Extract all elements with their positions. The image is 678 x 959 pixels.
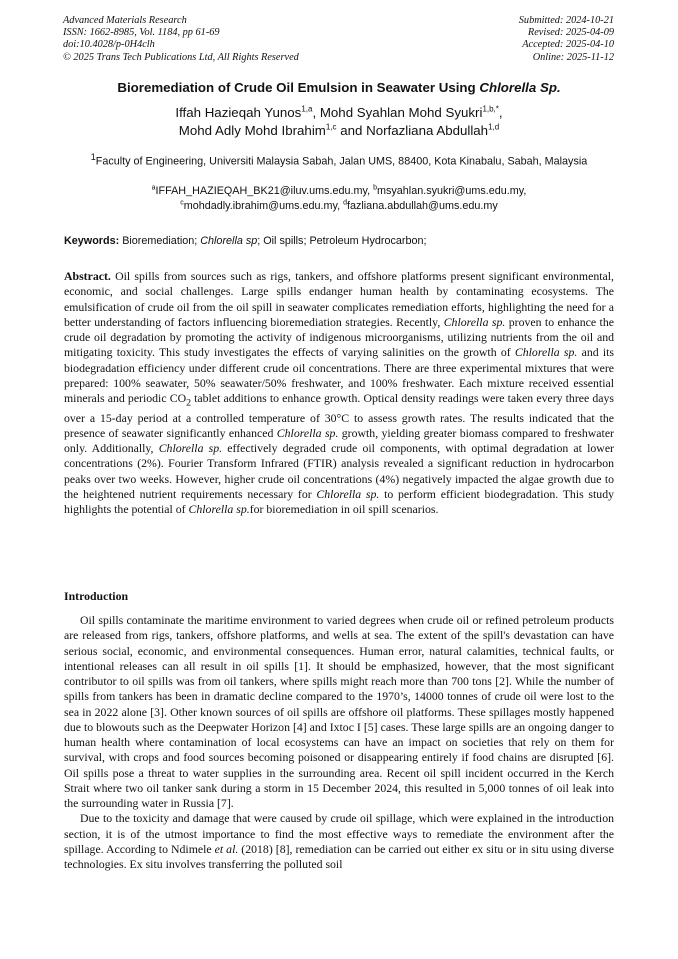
online-date: Online: 2025-11-12 [532,51,614,63]
issn-line: ISSN: 1662-8985, Vol. 1184, pp 61-69 [63,27,220,39]
intro-paragraph-1: Oil spills contaminate the maritime environment to varied degrees when crude oil or refined petroleum products are released from rigs, tankers, offshore platforms, and wells at sea. The extent of the spill's devastation can have serious social, economic, and environmental consequences. Human error, natural calamities, technical faults, or intentional releases can all result in oil spills [1]. It should be emphasized, however, that the most significant contributor to oil spills was from oil tankers, where spills might reach more than 700 tons [2]. While the number of spills from tankers has been in dramatic decline compared to the 1970’s, 14000 tonnes of crude oil were lost to the sea in 2022 alone [3]. Other known sources of oil spills are offshore oil platforms. These spillages mostly happened due to blowouts such as the Deepwater Horizon [4] and Ixtoc I [5] cases. These large spills are an ongoing danger to human health where contamination of local ecosystems can have an impact on societies that rely on them for survival, with crops and food sources becoming poisoned or disappearing entirely if food chains are disrupted [6]. Oil spills pose a threat to water supplies in the surrounding area. Recent oil spill incident occurred in the Kerch Strait where two oil tanker sank during a storm in 15 December 2024, this resulted in 5,000 tonnes of oil leak into the surrounding water in Russia [7]. [64,613,614,810]
keywords-label: Keywords: [64,235,120,247]
abstract-label: Abstract. [64,269,111,283]
email-c[interactable]: mohdadly.ibrahim@ums.edu.my, [183,200,344,212]
journal-name: Advanced Materials Research [63,15,187,26]
email-d[interactable]: fazliana.abdullah@ums.edu.my [346,200,498,212]
author-list: Iffah Hazieqah Yunos$^{1,a}$, Mohd Syahlan Mohd Syukri$^{1,b,*}$, Mohd Adly Mohd Ibrahim$^{1,c}$ and Norfazliana Abdullah$^{1,d}$ [175,104,503,138]
dates-meta [519,15,614,64]
keywords: Keywords: Bioremediation; Chlorella sp; Oil spills; Petroleum Hydrocarbon; [64,235,427,247]
author-emails: $^a$IFFAH_HAZIEQAH_BK21@iluv.ums.edu.my, $^b$msyahlan.syukri@ums.edu.my, $^c$mohdadly.ibrahim@ums.edu.my, $^d$fazliana.abdullah@ums.edu.my [151,184,527,212]
affiliation: $^1$Faculty of Engineering, Universiti Malaysia Sabah, Jalan UMS, 88400, Kota Kinabalu, Sabah, Malaysia [90,152,588,168]
revised-date: Revised: 2025-04-09 [527,27,614,39]
introduction-heading: Introduction [64,589,129,603]
email-a[interactable]: IFFAH_HAZIEQAH_BK21@iluv.ums.edu.my, [155,185,374,197]
accepted-date: Accepted: 2025-04-10 [522,39,614,51]
paper-title: Bioremediation of Crude Oil Emulsion in Seawater Using Chlorella Sp. [117,80,561,95]
introduction-body [64,613,614,872]
abstract: Abstract. Oil spills from sources such as rigs, tankers, and offshore platforms present significant environmental, economic, and social challenges. Large spills endanger human health by contaminating ecosystems. The emulsification of crude oil from the oil spill in seawater complicates remediation efforts, highlighting the need for a better understanding of factors influencing bioremediation strategies. Recently, Chlorella sp. proven to enhance the crude oil degradation by promoting the activity of indigenous microorganisms, utilizing nutrients from the oil and mitigating toxicity. This study investigates the effects of varying salinities on the growth of Chlorella sp. and its biodegradation efficiency under different crude oil concentrations. There are three experimental mixtures that were prepared: 100% seawater, 50% seawater/50% freshwater, and 100% freshwater. Each mixture received essential minerals and periodic $CO_2$ tablet additions to enhance growth. Optical density readings were taken every three days over a 15-day period at a controlled temperature of 30°C to assess growth rates. The results indicated that the presence of seawater significantly enhanced Chlorella sp. growth, yielding greater biomass compared to freshwater only. Additionally, Chlorella sp. effectively degraded crude oil components, with optimal degradation at lower concentrations (2%). Fourier Transform Infrared (FTIR) analysis revealed a significant reduction in hydrocarbon peaks over two weeks. However, higher crude oil concentrations (4%) negatively impacted the algae growth due to the heightened nutrient requirements necessary for Chlorella sp. to perform efficient biodegradation. This study highlights the potential of Chlorella sp.for bioremediation in oil spill scenarios. [64,269,615,517]
intro-paragraph-2: Due to the toxicity and damage that were caused by crude oil spillage, which were explained in the introduction section, it is of the utmost importance to find the most effective ways to remediate the environment after the spillage. According to Ndimele et al. (2018) [8], remediation can be carried out either ex situ or in situ using diverse technologies. Ex situ involves transferring the polluted soil [64,811,614,871]
submitted-date: Submitted: 2024-10-21 [518,15,614,26]
email-b[interactable]: msyahlan.syukri@ums.edu.my, [377,185,527,197]
journal-meta [63,15,299,64]
copyright-line: © 2025 Trans Tech Publications Ltd, All Rights Reserved [63,51,299,63]
title-species: Chlorella Sp. [479,80,561,95]
doi-line: doi:10.4028/p-0H4clh [63,39,155,51]
